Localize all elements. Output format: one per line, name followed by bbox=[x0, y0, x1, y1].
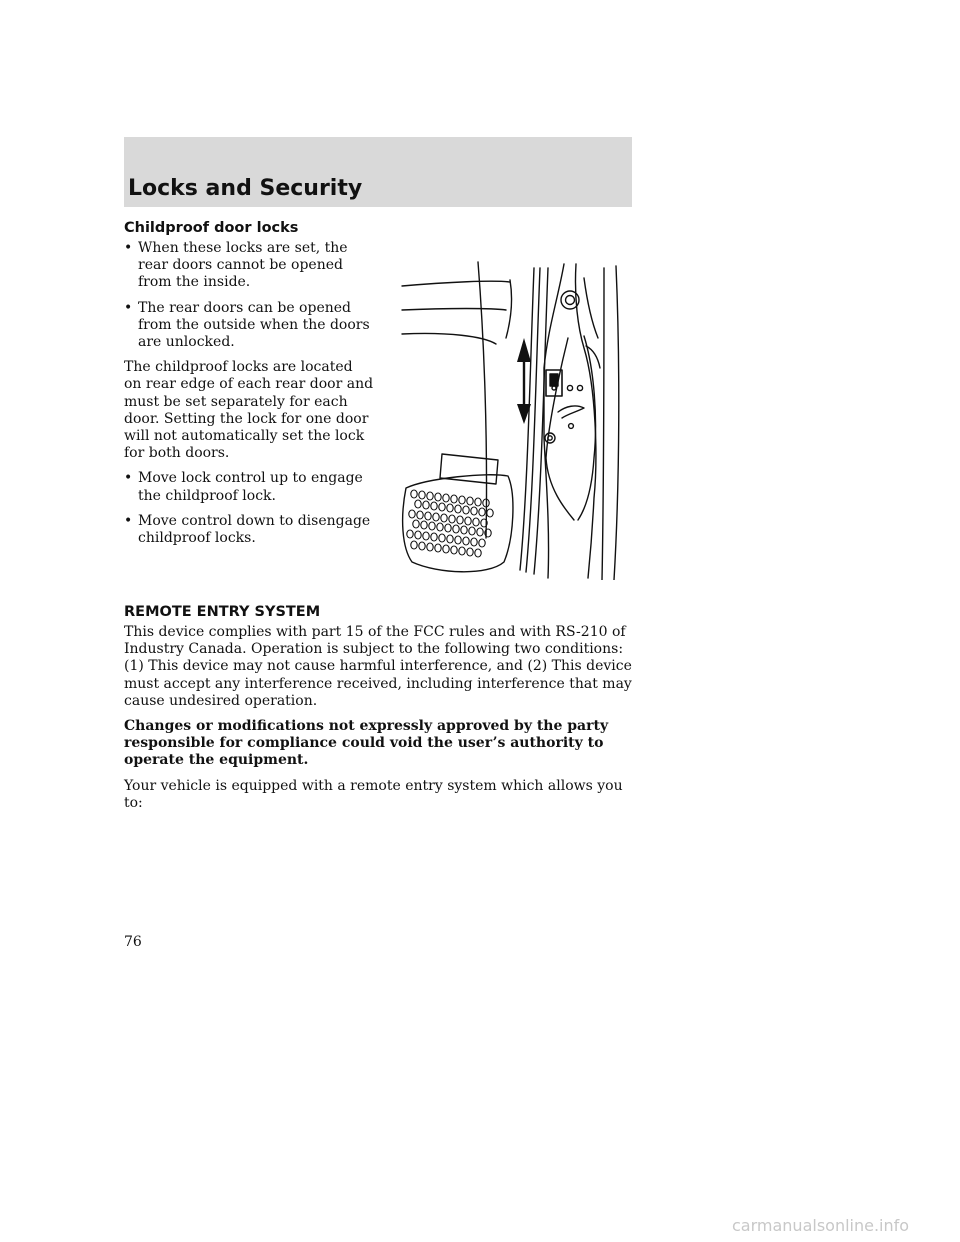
list-item bbox=[124, 300, 374, 352]
bullet-text: Move control down to disengage childproof locks. bbox=[138, 512, 371, 547]
remote-entry-intro: Your vehicle is equipped with a remote entry system which allows you to: bbox=[124, 777, 623, 811]
remote-entry-heading: REMOTE ENTRY SYSTEM bbox=[124, 604, 321, 620]
list-item bbox=[124, 513, 374, 547]
list-item bbox=[124, 240, 374, 292]
list-item bbox=[124, 470, 374, 504]
remote-entry-section bbox=[124, 604, 644, 820]
bullet-icon: • bbox=[124, 470, 133, 487]
watermark: carmanualsonline.info bbox=[732, 1216, 910, 1235]
childproof-lock-door-edge-illustration bbox=[398, 258, 638, 580]
childproof-bullets-bottom bbox=[124, 470, 374, 547]
bullet-text: The rear doors can be opened from the outside when the doors are unlocked. bbox=[138, 299, 370, 351]
childproof-bullets-top bbox=[124, 240, 374, 351]
page-number: 76 bbox=[124, 934, 142, 950]
childproof-heading: Childproof door locks bbox=[124, 220, 299, 236]
bullet-text: When these locks are set, the rear doors cannot be opened from the inside. bbox=[138, 240, 348, 291]
bullet-icon: • bbox=[124, 240, 133, 256]
bullet-icon: • bbox=[124, 512, 133, 529]
bullet-text: Move lock control up to engage the childproof lock. bbox=[138, 470, 363, 504]
section-title: Locks and Security bbox=[128, 176, 363, 201]
warning-paragraph: Changes or modifications not expressly approved by the party responsible for compliance could void the user’s authority to operate the equipment. bbox=[124, 718, 609, 769]
bullet-icon: • bbox=[124, 299, 133, 316]
fcc-paragraph: This device complies with part 15 of the FCC rules and with RS-210 of Industry Canada. Operation is subject to the following two conditions: (1) This device may not cause harmful interference, and (2) This device must accept any interference received, including interference that may cause undesired operation. bbox=[124, 624, 632, 709]
childproof-paragraph: The childproof locks are located on rear edge of each rear door and must be set separately for each door. Setting the lock for one door will not automatically set the lock for both doors. bbox=[124, 359, 374, 462]
